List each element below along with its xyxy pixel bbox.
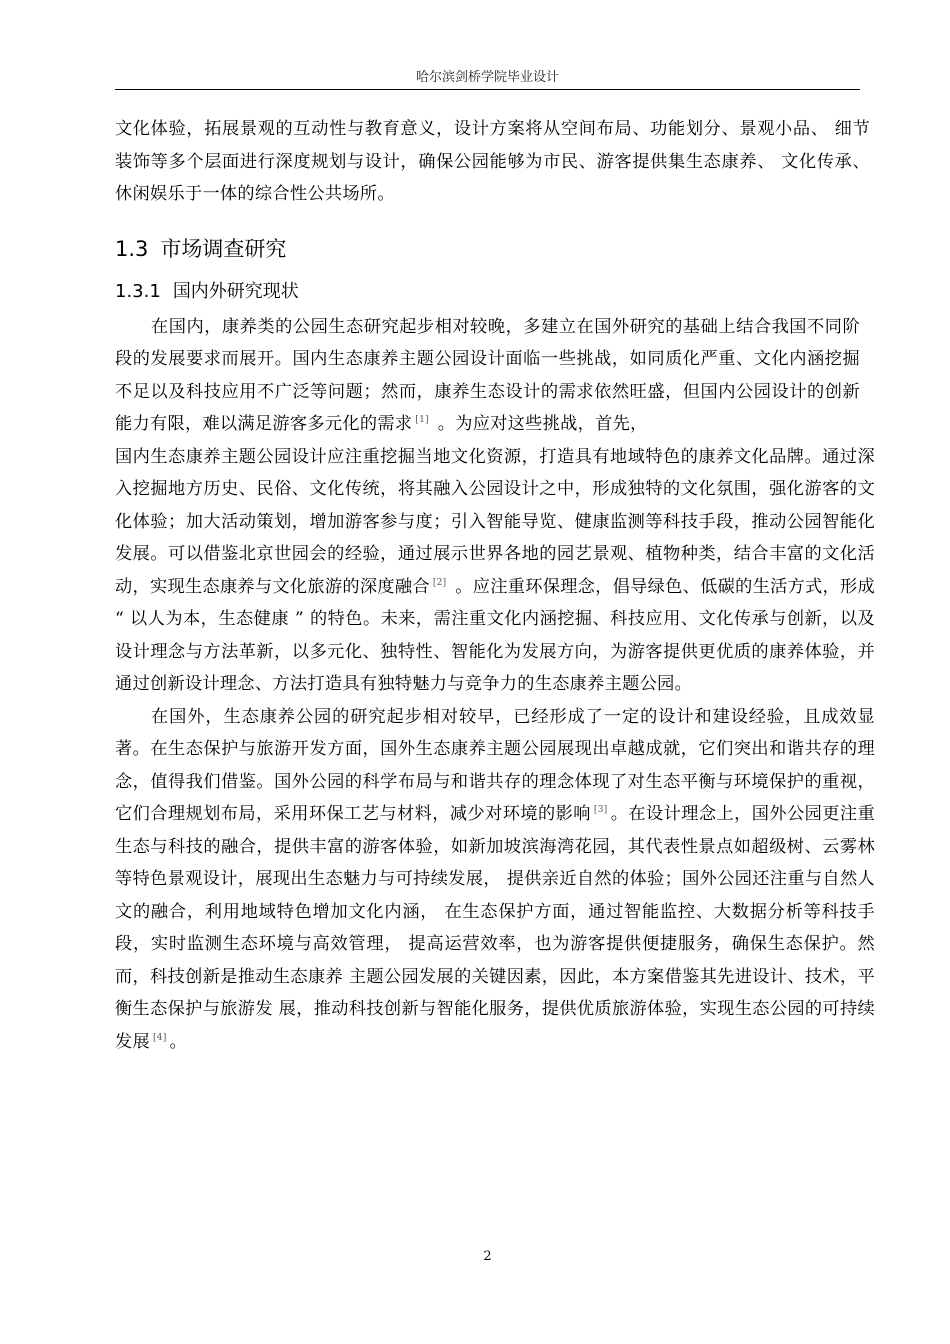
domestic-research-continuation	[115, 441, 875, 701]
domestic-text-3: 国内生态康养主题公园设计应注重挖掘当地文化资源，打造具有地域特色的康养文化品牌。通过深入挖掘地方历史、民俗、文化传统，将其融入公园设计之中，形成独特的文化氛围，强化游客的文化体验；加大活动策划，增加游客参与度；引入智能导览、健康监测等科技手段，推动公园智能化发展。可以借鉴北京世园会的经验，通过展示世界各地的园艺景观、植物种类，结合丰富的文化活动，实现生态康养与文化旅游的深度融合	[115, 446, 875, 597]
domestic-text-1: 在国内，康养类的公园生态研究起步相对较晚，多建立在国外研究的基础上结合我国不同阶段的发展要求而展开。国内生态康养主题公园设计面临一些挑战，如同质化严重、文化内涵挖掘不足以及科技应用不广泛等问题；然而，康养生态设计的需求依然旺盛，但国内公园设计的创新能力有限，难以满足游客多元化的需求	[115, 316, 860, 434]
intro-paragraph: 文化体验，拓展景观的互动性与教育意义，设计方案将从空间布局、功能划分、景观小品、 细节装饰等多个层面进行深度规划与设计，确保公园能够为市民、游客提供集生态康养、 文化传承、休闲娱乐于一体的综合性公共场所。	[115, 119, 870, 204]
subsection-number: 1.3.1	[115, 280, 161, 302]
subsection-title: 国内外研究现状	[172, 280, 299, 302]
domestic-text-2: 。为应对这些挑战，首先，	[431, 414, 648, 434]
foreign-research-paragraph	[115, 701, 875, 1059]
running-header: 哈尔滨剑桥学院毕业设计	[415, 70, 559, 85]
domestic-text-4: 。应注重环保理念，倡导绿色、低碳的生活方式，形成 “ 以人为本，生态健康 ” 的特色。未来，需注重文化内涵挖掘、科技应用、文化传承与创新，以及设计理念与方法革新，以多元化、独特性、智能化为发展方向，为游客提供更优质的康养体验，并通过创新设计理念、方法打造具有独特魅力与竞争力的生态康养主题公园。	[115, 576, 876, 694]
foreign-text-2: 。在设计理念上，国外公园更注重生态与科技的融合，提供丰富的游客体验，如新加坡滨海湾花园，其代表性景点如超级树、云雾林等特色景观设计，展现出生态魅力与可持续发展， 提供亲近自然的体验；国外公园还注重与自然人文的融合，利用地域特色增加文化内涵， 在生态保护方面，通过智能监控、大数据分析等科技手段，实时监测生态环境与高效管理， 提高运营效率，也为游客提供便捷服务，确保生态保护。然而，科技创新是推动生态康养 主题公园发展的关键因素，因此，本方案借鉴其先进设计、技术，平衡生态保护与旅游发 展，推动科技创新与智能化服务，提供优质旅游体验，实现生态公园的可持续发展	[115, 804, 875, 1052]
foreign-text-1: 在国外，生态康养公园的研究起步相对较早，已经形成了一定的设计和建设经验，且成效显著。在生态保护与旅游开发方面，国外生态康养主题公园展现出卓越成就，它们突出和谐共存的理念，值得我们借鉴。国外公园的科学布局与和谐共存的理念体现了对生态平衡与环境保护的重视，它们合理规划布局，采用环保工艺与材料，减少对环境的影响	[115, 706, 875, 824]
section-heading	[115, 233, 875, 265]
page-body	[115, 113, 875, 1058]
citation-1: [1]	[415, 415, 429, 426]
citation-4: [4]	[152, 1032, 167, 1043]
domestic-research-paragraph	[115, 311, 860, 441]
section-title: 市场调查研究	[160, 236, 287, 261]
foreign-text-3: 。	[169, 1031, 188, 1052]
header-divider	[115, 89, 860, 90]
subsection-heading	[115, 277, 875, 307]
citation-3: [3]	[593, 805, 608, 816]
section-number: 1.3	[115, 236, 149, 261]
citation-2: [2]	[432, 577, 447, 588]
page-number: 2	[483, 1249, 492, 1264]
